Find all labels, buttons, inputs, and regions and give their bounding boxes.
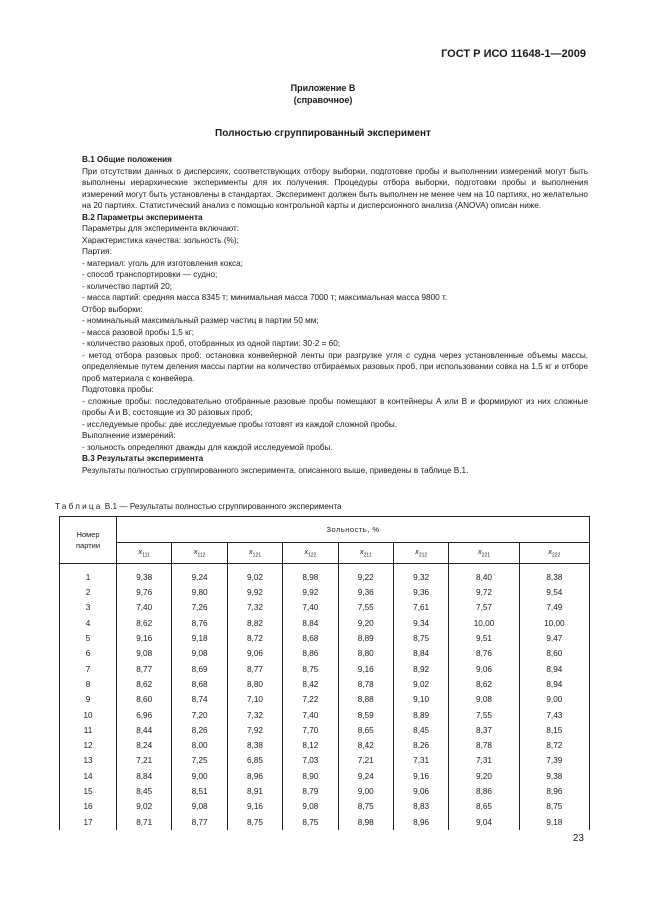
ash-value-cell: 9,02 [117, 799, 172, 814]
ash-value-cell: 9,08 [172, 799, 227, 814]
column-header-x122: $x_{122}$ [283, 543, 338, 564]
ash-value-cell: 8,62 [117, 616, 172, 631]
ash-value-cell: 9,20 [338, 616, 393, 631]
table-row [60, 814, 590, 829]
ash-value-cell: 9,80 [172, 585, 227, 600]
batch-number-cell: 17 [60, 814, 117, 829]
ash-value-cell: 7,03 [283, 753, 338, 768]
column-header-x112: $x_{112}$ [172, 543, 227, 564]
ash-value-cell: 7,92 [227, 723, 282, 738]
ash-value-cell: 8,96 [519, 784, 589, 799]
ash-value-cell: 8,94 [519, 661, 589, 676]
section-b2-line: - масса партий: средняя масса 8345 т; минимальная масса 7000 т; максимальная масса 9800 т. [82, 293, 448, 302]
batch-number-cell: 3 [60, 600, 117, 615]
ash-value-cell: 7,70 [283, 723, 338, 738]
ash-value-cell: 8,60 [519, 646, 589, 661]
ash-value-cell: 9,08 [283, 799, 338, 814]
ash-value-cell: 8,68 [283, 631, 338, 646]
ash-value-cell: 8,75 [283, 814, 338, 829]
ash-value-cell: 8,40 [449, 564, 519, 586]
table-row [60, 738, 590, 753]
ash-value-cell: 8,77 [172, 814, 227, 829]
section-b2-line: - количество разовых проб, отобранных из одной партии: 30·2 = 60; [82, 339, 341, 348]
ash-value-cell: 7,55 [338, 600, 393, 615]
table-row [60, 646, 590, 661]
ash-value-cell: 7,57 [449, 600, 519, 615]
ash-value-cell: 8,62 [449, 677, 519, 692]
table-row [60, 631, 590, 646]
ash-value-cell: 10,00 [519, 616, 589, 631]
ash-value-cell: 9,18 [519, 814, 589, 829]
table-row [60, 707, 590, 722]
table-row [60, 564, 590, 586]
annex-heading [0, 82, 646, 106]
table-row [60, 769, 590, 784]
ash-value-cell: 9,18 [172, 631, 227, 646]
ash-value-cell: 8,15 [519, 723, 589, 738]
ash-value-cell: 8,77 [117, 661, 172, 676]
ash-value-cell: 8,78 [338, 677, 393, 692]
ash-value-cell: 6,96 [117, 707, 172, 722]
ash-value-cell: 8,60 [117, 692, 172, 707]
table-caption-text: В.1 — Результаты полностью сгруппированного эксперимента [104, 502, 342, 511]
ash-value-cell: 8,38 [519, 564, 589, 586]
table-row [60, 600, 590, 615]
ash-value-cell: 8,75 [519, 799, 589, 814]
ash-value-cell: 7,40 [117, 600, 172, 615]
ash-value-cell: 8,80 [338, 646, 393, 661]
column-header-x121: $x_{121}$ [227, 543, 282, 564]
section-b1-text: При отсутствии данных о дисперсиях, соответствующих отбору выборки, подготовке пробы и выполнении измерений могут быть выполнены иерархические эксперименты для их получения. Процедуры отбора выборки, подготовки пробы и выполнения измерений могут быть установлены в стандартах. Эксперимент должен быть выполнен не менее чем на 10 партиях, но желательно на 20 партиях. Статистический анализ с помощью контрольной карты и дисперсионного анализа (ANOVA) описан ниже. [82, 166, 588, 210]
ash-value-cell: 9,02 [393, 677, 448, 692]
ash-value-cell: 8,45 [393, 723, 448, 738]
ash-value-cell: 8,75 [227, 814, 282, 829]
section-b2-line: Отбор выборки: [82, 304, 143, 314]
ash-value-cell: 8,51 [172, 784, 227, 799]
ash-value-cell: 9,51 [449, 631, 519, 646]
ash-value-cell: 8,42 [283, 677, 338, 692]
section-b2-line: Выполнение измерений: [82, 431, 176, 440]
ash-value-cell: 9,00 [338, 784, 393, 799]
annex-subtitle: (справочное) [293, 95, 353, 105]
table-row [60, 585, 590, 600]
ash-value-cell: 8,71 [117, 814, 172, 829]
ash-value-cell: 8,76 [449, 646, 519, 661]
ash-value-cell: 8,75 [338, 799, 393, 814]
table-row [60, 753, 590, 768]
section-b2-line: - исследуемые пробы: две исследуемые пробы готовят из каждой сложной пробы. [82, 419, 397, 429]
ash-value-cell: 9,47 [519, 631, 589, 646]
ash-value-cell: 7,22 [283, 692, 338, 707]
results-table [59, 516, 590, 830]
ash-value-cell: 7,40 [283, 600, 338, 615]
ash-value-cell: 7,39 [519, 753, 589, 768]
ash-value-cell: 7,43 [519, 707, 589, 722]
ash-value-cell: 9,16 [393, 769, 448, 784]
ash-value-cell: 9,38 [519, 769, 589, 784]
ash-value-cell: 9,34 [393, 616, 448, 631]
ash-value-cell: 9,36 [393, 585, 448, 600]
batch-number-cell: 12 [60, 738, 117, 753]
batch-number-cell: 8 [60, 677, 117, 692]
ash-value-cell: 8,76 [172, 616, 227, 631]
ash-value-cell: 8,82 [227, 616, 282, 631]
batch-number-cell: 7 [60, 661, 117, 676]
ash-value-cell: 8,72 [519, 738, 589, 753]
ash-value-cell: 8,62 [117, 677, 172, 692]
standard-header: ГОСТ Р ИСО 11648-1—2009 [441, 48, 586, 60]
ash-value-cell: 9,16 [227, 799, 282, 814]
section-b2-line: - материал: уголь для изготовления кокса; [82, 258, 243, 268]
batch-number-cell: 14 [60, 769, 117, 784]
ash-value-cell: 9,08 [117, 646, 172, 661]
ash-value-cell: 8,89 [338, 631, 393, 646]
ash-value-cell: 7,40 [283, 707, 338, 722]
ash-value-cell: 9,10 [393, 692, 448, 707]
ash-value-cell: 8,42 [338, 738, 393, 753]
section-b2-line: - номинальный максимальный размер частиц в партии 50 мм; [82, 316, 319, 325]
ash-value-cell: 9,22 [338, 564, 393, 586]
ash-value-cell: 9,06 [449, 661, 519, 676]
column-header-x212: $x_{212}$ [393, 543, 448, 564]
ash-value-cell: 9,20 [449, 769, 519, 784]
ash-value-cell: 8,80 [227, 677, 282, 692]
ash-value-cell: 8,12 [283, 738, 338, 753]
ash-value-cell: 8,00 [172, 738, 227, 753]
ash-value-cell: 9,92 [227, 585, 282, 600]
ash-value-cell: 6,85 [227, 753, 282, 768]
table-row [60, 677, 590, 692]
column-header-batch-number: Номер партии [60, 517, 117, 564]
ash-value-cell: 9,38 [117, 564, 172, 586]
section-b3-heading: В.3 Результаты эксперимента [82, 454, 204, 463]
ash-value-cell: 8,98 [283, 564, 338, 586]
ash-value-cell: 8,75 [393, 631, 448, 646]
section-b2-list-2 [82, 419, 588, 454]
ash-value-cell: 8,86 [283, 646, 338, 661]
ash-value-cell: 8,94 [519, 677, 589, 692]
ash-value-cell: 7,26 [172, 600, 227, 615]
ash-value-cell: 8,59 [338, 707, 393, 722]
section-b2-line: - масса разовой пробы 1,5 кг; [82, 327, 194, 337]
ash-value-cell: 8,84 [393, 646, 448, 661]
ash-value-cell: 8,96 [227, 769, 282, 784]
ash-value-cell: 8,38 [227, 738, 282, 753]
column-header-x111: $x_{111}$ [117, 543, 172, 564]
ash-value-cell: 8,89 [393, 707, 448, 722]
ash-value-cell: 7,25 [172, 753, 227, 768]
table-row [60, 616, 590, 631]
ash-value-cell: 9,72 [449, 585, 519, 600]
section-b2-line: - способ транспортировки — судно; [82, 270, 218, 279]
ash-value-cell: 8,45 [117, 784, 172, 799]
page-number: 23 [572, 833, 584, 844]
ash-value-cell: 7,61 [393, 600, 448, 615]
ash-value-cell: 9,92 [283, 585, 338, 600]
ash-value-cell: 8,74 [172, 692, 227, 707]
table-row [60, 661, 590, 676]
ash-value-cell: 8,68 [172, 677, 227, 692]
ash-value-cell: 8,37 [449, 723, 519, 738]
section-b2-prep-text: - сложные пробы: последовательно отобранные разовые пробы помещают в контейнеры A или B и формируют из них сложные пробы A и B, состоящие из 30 разовых проб; [82, 396, 588, 417]
batch-number-cell: 16 [60, 799, 117, 814]
ash-value-cell: 8,65 [338, 723, 393, 738]
ash-value-cell: 8,78 [449, 738, 519, 753]
ash-value-cell: 9,24 [172, 564, 227, 586]
ash-value-cell: 9,54 [519, 585, 589, 600]
section-b2-line: - количество партий 20; [82, 281, 173, 291]
ash-value-cell: 8,24 [117, 738, 172, 753]
ash-value-cell: 7,32 [227, 600, 282, 615]
table-caption-word: Таблица [55, 502, 103, 511]
ash-value-cell: 8,72 [227, 631, 282, 646]
batch-number-cell: 10 [60, 707, 117, 722]
ash-value-cell: 8,84 [117, 769, 172, 784]
document-body [82, 154, 588, 476]
ash-value-cell: 8,83 [393, 799, 448, 814]
section-b2-prep-title: Подготовка пробы: [82, 385, 154, 394]
column-header-x222: $x_{222}$ [519, 543, 589, 564]
batch-number-cell: 6 [60, 646, 117, 661]
ash-value-cell: 7,32 [227, 707, 282, 722]
ash-value-cell: 7,10 [227, 692, 282, 707]
section-b2-list [82, 223, 588, 350]
ash-value-cell: 8,92 [393, 661, 448, 676]
ash-value-cell: 8,26 [172, 723, 227, 738]
ash-value-cell: 10,00 [449, 616, 519, 631]
ash-value-cell: 7,21 [117, 753, 172, 768]
ash-value-cell: 9,04 [449, 814, 519, 829]
page-title: Полностью сгруппированный эксперимент [215, 128, 431, 139]
ash-value-cell: 8,44 [117, 723, 172, 738]
ash-value-cell: 9,00 [519, 692, 589, 707]
batch-number-cell: 1 [60, 564, 117, 586]
ash-value-cell: 9,00 [172, 769, 227, 784]
table-row [60, 692, 590, 707]
ash-value-cell: 8,77 [227, 661, 282, 676]
ash-value-cell: 8,90 [283, 769, 338, 784]
batch-number-cell: 15 [60, 784, 117, 799]
ash-value-cell: 8,84 [283, 616, 338, 631]
batch-number-cell: 11 [60, 723, 117, 738]
ash-value-cell: 8,79 [283, 784, 338, 799]
ash-value-cell: 7,20 [172, 707, 227, 722]
section-b1-heading: В.1 Общие положения [82, 155, 172, 164]
annex-title: Приложение В [290, 83, 356, 93]
column-header-x211: $x_{211}$ [338, 543, 393, 564]
section-b2-line: Параметры для эксперимента включают: [82, 224, 239, 233]
section-b3-text: Результаты полностью сгруппированного эксперимента, описанного выше, приведены в таблице В.1. [82, 465, 469, 475]
ash-value-cell: 9,36 [338, 585, 393, 600]
ash-value-cell: 8,98 [338, 814, 393, 829]
ash-value-cell: 8,26 [393, 738, 448, 753]
ash-value-cell: 7,49 [519, 600, 589, 615]
ash-value-cell: 9,16 [338, 661, 393, 676]
batch-number-cell: 4 [60, 616, 117, 631]
ash-value-cell: 7,21 [338, 753, 393, 768]
table-row [60, 799, 590, 814]
ash-value-cell: 9,16 [117, 631, 172, 646]
section-b2-line: - зольность определяют дважды для каждой исследуемой пробы. [82, 442, 333, 452]
ash-value-cell: 9,32 [393, 564, 448, 586]
ash-value-cell: 8,96 [393, 814, 448, 829]
table-row [60, 784, 590, 799]
batch-number-cell: 13 [60, 753, 117, 768]
section-b2-line: Характеристика качества: зольность (%); [82, 235, 239, 245]
ash-value-cell: 7,31 [449, 753, 519, 768]
ash-value-cell: 9,08 [449, 692, 519, 707]
ash-value-cell: 9,02 [227, 564, 282, 586]
section-b2-line: Партия: [82, 247, 112, 256]
ash-value-cell: 8,75 [283, 661, 338, 676]
column-group-header-ash: Зольность, % [117, 517, 590, 543]
section-b2-method: - метод отбора разовых проб: остановка конвейерной ленты при разгрузке угля с судна через установленные объемы массы, определяемые путем деления массы партии на количество отбираемых разовых проб, при использовании совка на 1,5 кг и отборе проб материала с конвейера. [82, 350, 588, 383]
ash-value-cell: 7,31 [393, 753, 448, 768]
ash-value-cell: 7,55 [449, 707, 519, 722]
ash-value-cell: 8,65 [449, 799, 519, 814]
ash-value-cell: 9,06 [393, 784, 448, 799]
column-header-x221: $x_{221}$ [449, 543, 519, 564]
ash-value-cell: 9,76 [117, 585, 172, 600]
ash-value-cell: 9,08 [172, 646, 227, 661]
ash-value-cell: 8,91 [227, 784, 282, 799]
table-row [60, 723, 590, 738]
table-caption [55, 502, 342, 511]
batch-number-cell: 2 [60, 585, 117, 600]
ash-value-cell: 8,69 [172, 661, 227, 676]
ash-value-cell: 9,06 [227, 646, 282, 661]
batch-number-cell: 9 [60, 692, 117, 707]
ash-value-cell: 8,88 [338, 692, 393, 707]
ash-value-cell: 9,24 [338, 769, 393, 784]
ash-value-cell: 8,86 [449, 784, 519, 799]
section-b2-heading: В.2 Параметры эксперимента [82, 212, 203, 222]
batch-number-cell: 5 [60, 631, 117, 646]
